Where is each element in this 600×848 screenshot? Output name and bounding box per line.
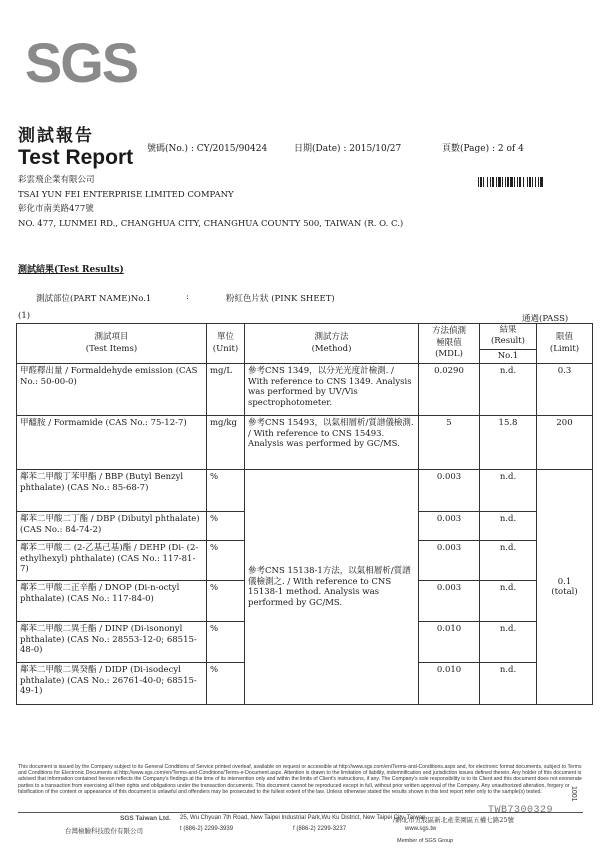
row-mdl: 0.010 — [419, 663, 480, 705]
header-result-no: No.1 — [480, 349, 536, 363]
table-row — [17, 470, 593, 512]
client-name-en: TSAI YUN FEI ENTERPRISE LIMITED COMPANY — [18, 189, 234, 200]
row-item: 鄰苯二甲酸二 (2-乙基己基)酯 / DEHP (Di- (2-ethylhexyl) phthalate) (CAS No.: 117-81-7) — [17, 541, 207, 581]
report-page: 頁數(Page) : 2 of 4 — [442, 144, 524, 154]
svg-text:SGS: SGS — [24, 31, 138, 94]
row-result: n.d. — [480, 364, 537, 416]
row-mdl: 0.003 — [419, 581, 480, 622]
row-result: n.d. — [480, 581, 537, 622]
header-test-items — [17, 324, 207, 364]
document-code: TWB7300329 — [488, 805, 554, 816]
footer-telephone: t (886-2) 2299-3939 — [180, 826, 234, 832]
report-title-en: Test Report — [18, 146, 134, 169]
footer-website: www.sgs.tw — [405, 826, 437, 832]
part-line — [18, 292, 598, 304]
row-item: 鄰苯二甲酸丁苯甲酯 / BBP (Butyl Benzyl phthalate) (CAS No.: 85-68-7) — [17, 470, 207, 512]
header-method-en: (Method) — [311, 343, 352, 354]
header-limit-en: (Limit) — [549, 343, 580, 354]
header-mdl — [419, 324, 480, 364]
phthalate-limit-value: 0.1 — [557, 576, 572, 587]
header-limit — [537, 324, 593, 364]
report-number: 號碼(No.) : CY/2015/90424 — [147, 144, 268, 154]
row-result: n.d. — [480, 512, 537, 541]
row-result: 15.8 — [480, 416, 537, 470]
footer-address: 25, Wu Chyuan 7th Road, New Taipei Industrial Park,Wu Ku District, New Taipei City, Taiwan — [180, 815, 426, 821]
header-item-cn: 測試項目 — [94, 332, 129, 342]
client-name-cn: 彩雲飛企業有限公司 — [18, 175, 95, 185]
header-unit-en: (Unit) — [212, 343, 239, 354]
row-item: 鄰苯二甲酸二正辛酯 / DNOP (Di-n-octyl phthalate) (CAS No.: 117-84-0) — [17, 581, 207, 622]
header-result-en: (Result) — [490, 336, 526, 347]
row-result: n.d. — [480, 470, 537, 512]
row-mdl: 0.003 — [419, 541, 480, 581]
header-mdl-en: (MDL) — [435, 349, 463, 360]
row-unit: % — [207, 541, 245, 581]
row-result: n.d. — [480, 663, 537, 705]
table-row — [17, 416, 593, 470]
row-unit: mg/L — [207, 364, 245, 416]
row-item: 甲醯胺 / Formamide (CAS No.: 75-12-7) — [17, 416, 207, 470]
row-unit: % — [207, 622, 245, 663]
header-method-cn: 測試方法 — [314, 332, 349, 342]
row-unit: % — [207, 470, 245, 512]
row-mdl: 0.0290 — [419, 364, 480, 416]
client-address-cn: 彰化市南美路477號 — [18, 204, 94, 214]
part-value: 粉紅色片狀 (PINK SHEET) — [226, 294, 335, 304]
report-title-cn: 測試報告 — [18, 126, 94, 146]
row-unit: mg/kg — [207, 416, 245, 470]
side-code: 1001 — [570, 786, 577, 802]
header-mdl-cn2: 極限值 — [436, 337, 462, 348]
header-mdl-cn1: 方法偵測 — [431, 326, 466, 337]
row-result: n.d. — [480, 622, 537, 663]
part-label: 測試部位(PART NAME)No.1 — [36, 294, 152, 304]
pass-mark: 通過(PASS) — [522, 314, 569, 324]
results-heading: 測試結果(Test Results) — [18, 265, 124, 275]
row-mdl: 0.010 — [419, 622, 480, 663]
barcode — [478, 177, 576, 187]
footer-company-en: SGS Taiwan Ltd. — [120, 815, 171, 822]
header-result-cn: 結果 — [499, 324, 517, 335]
row-mdl: 5 — [419, 416, 480, 470]
phthalate-limit — [537, 470, 593, 705]
row-limit: 200 — [537, 416, 593, 470]
phthalate-limit-note: (total) — [551, 587, 578, 597]
header-unit — [207, 324, 245, 364]
header-result — [480, 324, 537, 364]
row-mdl: 0.003 — [419, 470, 480, 512]
disclaimer-text: This document is issued by the Company subject to its General Conditions of Service printed overleaf, available on request or accessible at http://www.sgs.com/en/Terms-and-Conditions.aspx and, for electronic format documents, subject to Terms and Conditions for Electronic Documents at http://www.sgs.com/en/Terms-and-Conditions/Terms-e-Document.aspx. Attention is drawn to the limitation of liability, indemnification and jurisdiction issues defined therein. Any holder of this document is advised that information contained hereon reflects the Company's findings at the time of its intervention only and within the limits of Client's instructions, if any. The Company's sole responsibility is to its Client and this document does not exonerate parties to a transaction from exercising all their rights and obligations under the transaction documents. This document cannot be reproduced except in full, without prior written approval of the Company. Any unauthorized alteration, forgery or falsification of the content or appearance of this document is unlawful and offenders may be prosecuted to the fullest extent of the law. Unless otherwise stated the results shown in this test report refer only to the sample(s) tested. — [18, 764, 582, 795]
footer-fax: f (886-2) 2299-3237 — [293, 826, 347, 832]
row-limit: 0.3 — [537, 364, 593, 416]
row-method: 參考CNS 15493，以氣相層析/質譜儀檢測. / With reference to CNS 15493. Analysis was performed by GC/MS. — [245, 416, 419, 470]
row-unit: % — [207, 581, 245, 622]
row-item: 鄰苯二甲酸二異癸酯 / DIDP (Di-isodecyl phthalate) (CAS No.: 26761-40-0; 68515-49-1) — [17, 663, 207, 705]
part-colon: : — [186, 292, 189, 302]
phthalate-method: 參考CNS 15138-1方法，以氣相層析/質譜儀檢測之. / With reference to CNS 15138-1 method. Analysis was performed by GC/MS. — [245, 470, 419, 705]
header-limit-cn: 限值 — [555, 332, 573, 342]
row-item: 鄰苯二甲酸二異壬酯 / DINP (Di-isononyl phthalate) (CAS No.: 28553-12-0; 68515-48-0) — [17, 622, 207, 663]
header-item-en: (Test Items) — [85, 343, 138, 354]
row-item: 甲醛釋出量 / Formaldehyde emission (CAS No.: 50-00-0) — [17, 364, 207, 416]
row-item: 鄰苯二甲酸二丁酯 / DBP (Dibutyl phthalate) (CAS No.: 84-74-2) — [17, 512, 207, 541]
footer-company-cn: 台灣檢驗科技股份有限公司 — [65, 827, 143, 835]
row-mdl: 0.003 — [419, 512, 480, 541]
report-date: 日期(Date) : 2015/10/27 — [294, 144, 402, 154]
test-number: (1) — [18, 311, 31, 321]
client-block — [18, 173, 403, 231]
row-method: 參考CNS 1349，以分光光度計檢測. / With reference to CNS 1349. Analysis was performed by UV/Vis spectrophotometer. — [245, 364, 419, 416]
results-table — [16, 323, 593, 705]
row-unit: % — [207, 512, 245, 541]
row-unit: % — [207, 663, 245, 705]
table-row — [17, 364, 593, 416]
header-unit-cn: 單位 — [216, 332, 234, 342]
row-result: n.d. — [480, 541, 537, 581]
footer-address-cn: /新北市五股區新北產業園區五權七路25號 — [393, 816, 514, 824]
header-method — [245, 324, 419, 364]
footer-member-note: Member of SGS Group — [397, 838, 454, 844]
client-address-en: NO. 477, LUNMEI RD., CHANGHUA CITY, CHANGHUA COUNTY 500, TAIWAN (R. O. C.) — [18, 218, 404, 229]
sgs-logo — [16, 30, 146, 94]
